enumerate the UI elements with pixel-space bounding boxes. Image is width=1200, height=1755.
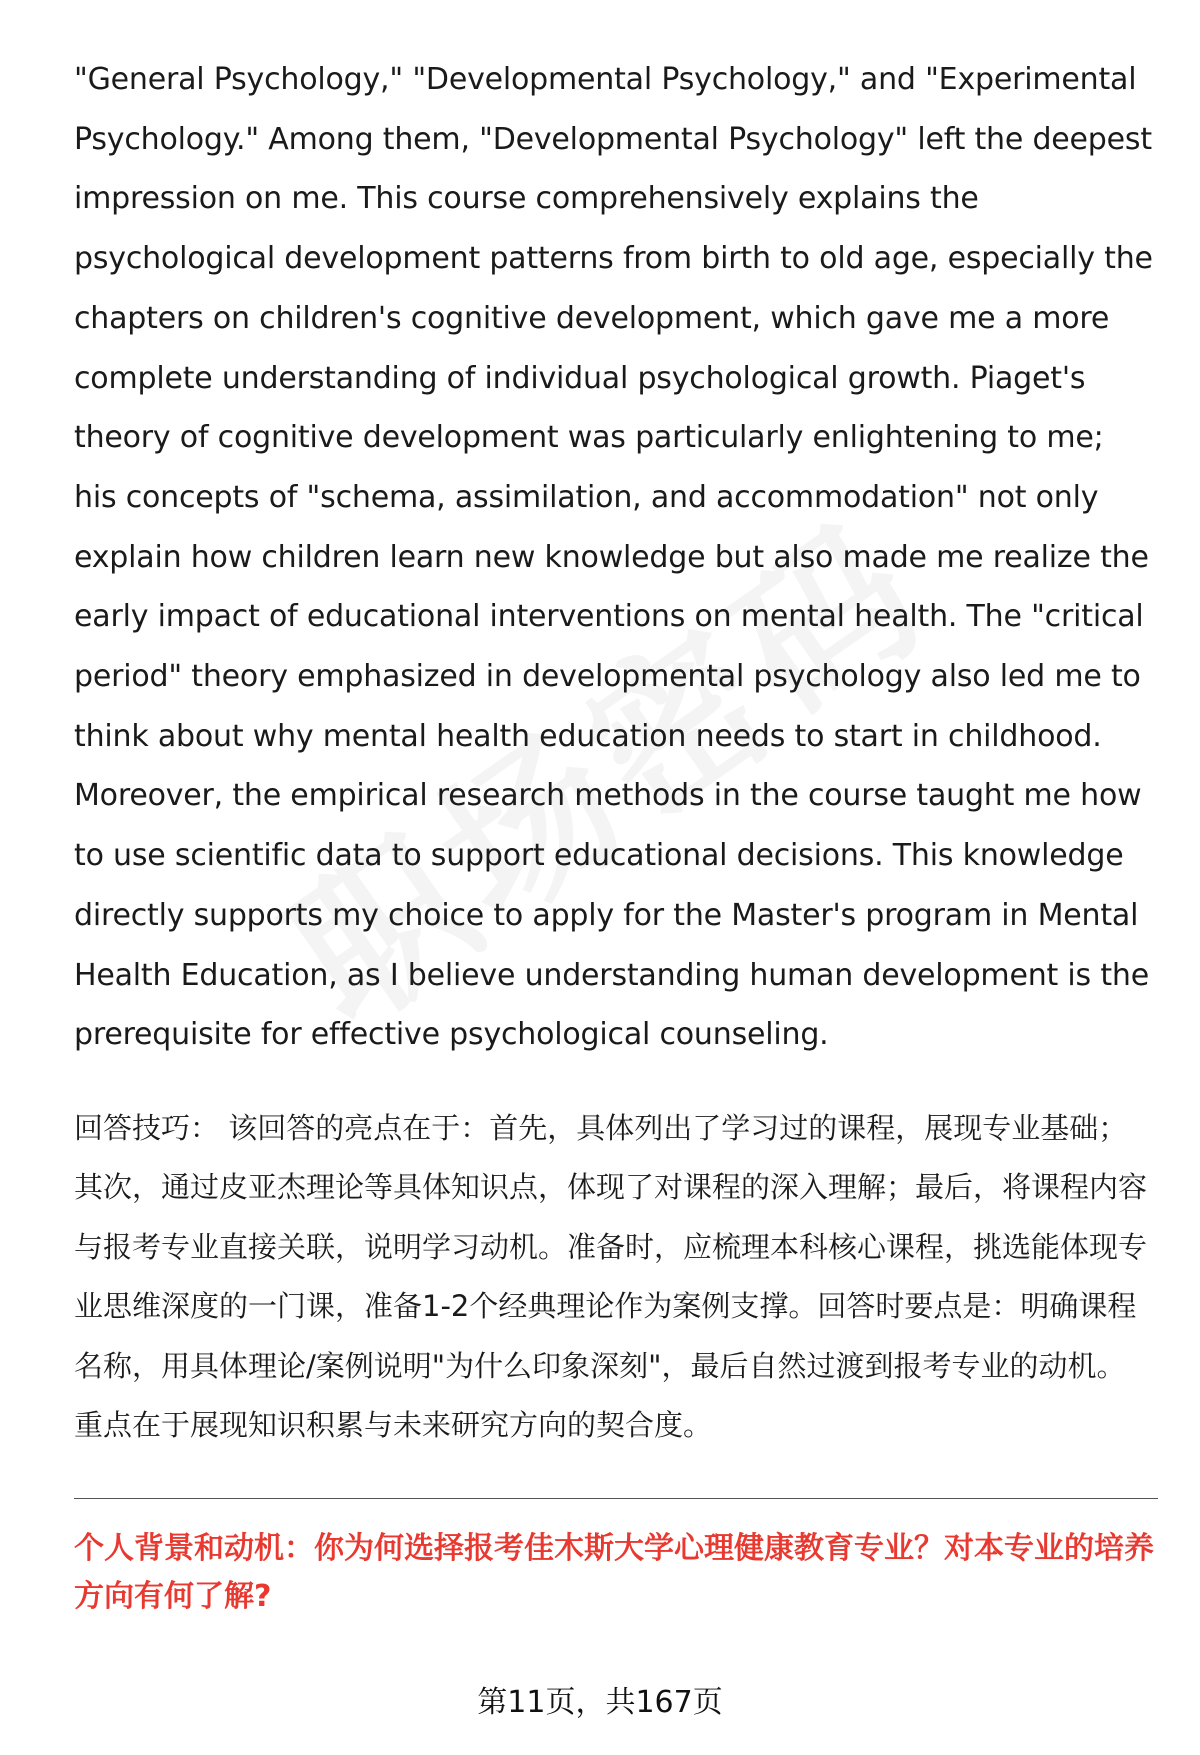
page-number: 第11页，共167页 [477,1685,723,1720]
next-question-heading: 个人背景和动机：你为何选择报考佳木斯大学心理健康教育专业？对本专业的培养方向有何了解? [74,1531,1154,1614]
answer-paragraph: "General Psychology," "Developmental Psychology," and "Experimental Psychology." Among them, "Developmental Psychology" left the deepest impression on me. This course comprehensively explains the psychological development patterns from birth to old age, especially the chapters on children's cognitive development, which gave me a more complete understanding of individual psychological growth. Piaget's theory of cognitive development was particularly enlightening to me; his concepts of "schema, assimilation, and accommodation" not only explain how children learn new knowledge but also made me realize the early impact of educational interventions on mental health. The "critical period" theory emphasized in developmental psychology also led me to think about why mental health education needs to start in childhood. Moreover, the empirical research methods in the course taught me how to use scientific data to support educational decisions. This knowledge directly supports my choice to apply for the Master's program in Mental Health Education, as I believe understanding human development is the prerequisite for effective psychological counseling. [74,62,1153,1053]
section-divider [74,1498,1158,1499]
answer-tip-paragraph: 回答技巧： 该回答的亮点在于：首先，具体列出了学习过的课程，展现专业基础；其次，通过皮亚杰理论等具体知识点，体现了对课程的深入理解；最后，将课程内容与报考专业直接关联，说明学习动机。准备时，应梳理本科核心课程，挑选能体现专业思维深度的一门课，准备1-2个经典理论作为案例支撑。回答时要点是：明确课程名称，用具体理论/案例说明"为什么印象深刻"，最后自然过渡到报考专业的动机。重点在于展现知识积累与未来研究方向的契合度。 [74,1110,1148,1443]
page-content [74,50,1154,1456]
